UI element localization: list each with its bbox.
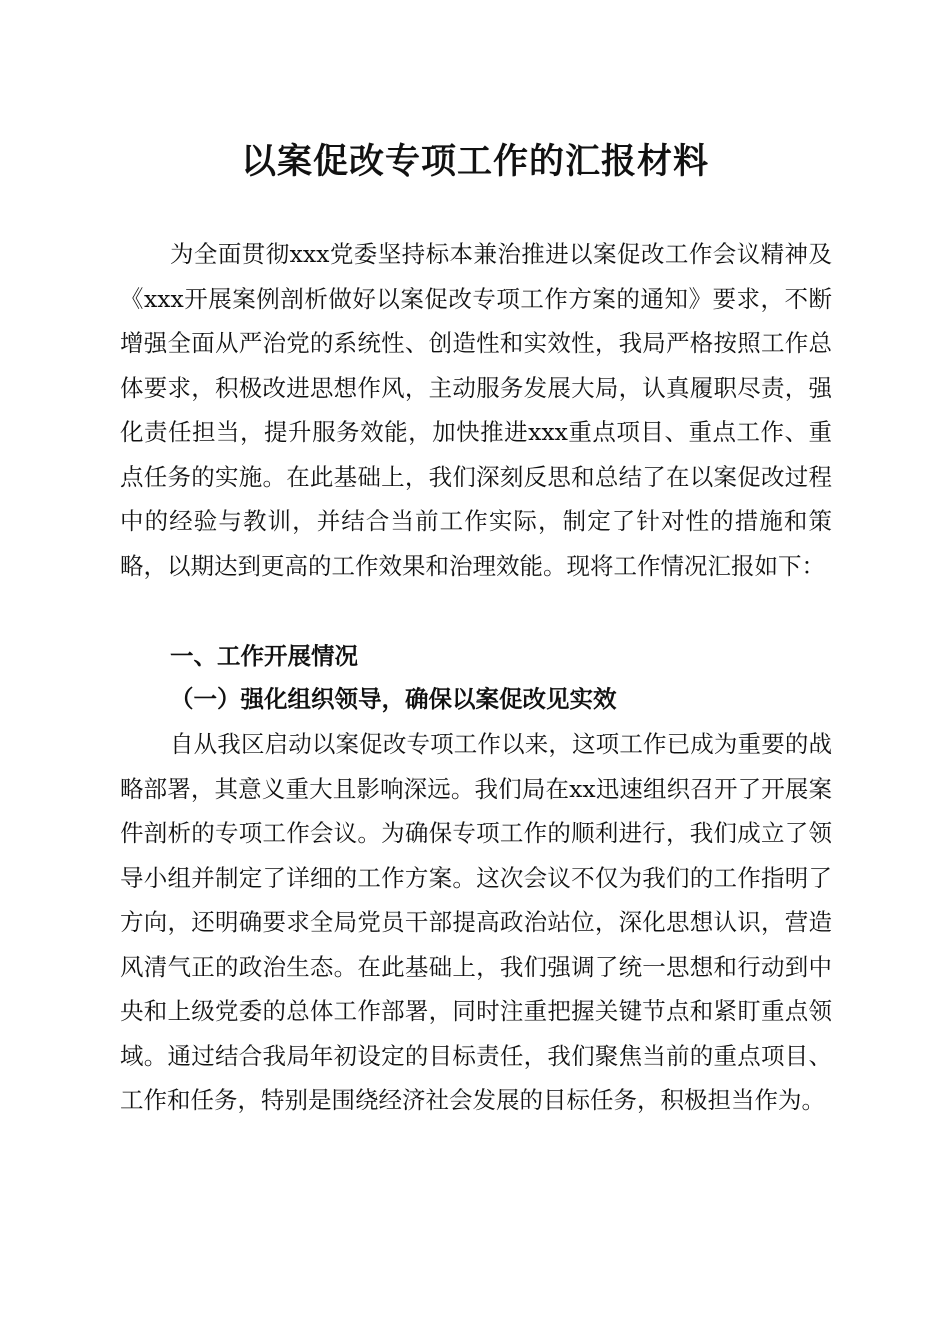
document-title: 以案促改专项工作的汇报材料: [240, 141, 709, 182]
section-heading-work-status: 一、工作开展情况: [170, 642, 358, 670]
subsection-paragraph: 自从我区启动以案促改专项工作以来，这项工作已成为重要的战略部署，其意义重大且影响深远。我们局在xx迅速组织召开了开展案件剖析的专项工作会议。为确保专项工作的顺利进行，我们成立了领导小组并制定了详细的工作方案。这次会议不仅为我们的工作指明了方向，还明确要求全局党员干部提高政治站位，深化思想认识，营造风清气正的政治生态。在此基础上，我们强调了统一思想和行动到中央和上级党委的总体工作部署，同时注重把握关键节点和紧盯重点领域。通过结合我局年初设定的目标责任，我们聚焦当前的重点项目、工作和任务，特别是围绕经济社会发展的目标任务，积极担当作为。: [120, 730, 832, 1114]
intro-paragraph: 为全面贯彻xxx党委坚持标本兼治推进以案促改工作会议精神及《xxx开展案例剖析做好以案促改专项工作方案的通知》要求，不断增强全面从严治党的系统性、创造性和实效性，我局严格按照工作总体要求，积极改进思想作风，主动服务发展大局，认真履职尽责，强化责任担当，提升服务效能，加快推进xxx重点项目、重点工作、重点任务的实施。在此基础上，我们深刻反思和总结了在以案促改过程中的经验与教训，并结合当前工作实际，制定了针对性的措施和策略，以期达到更高的工作效果和治理效能。现将工作情况汇报如下：: [120, 240, 832, 580]
subsection-heading-organization-leadership: （一）强化组织领导，确保以案促改见实效: [170, 685, 617, 713]
